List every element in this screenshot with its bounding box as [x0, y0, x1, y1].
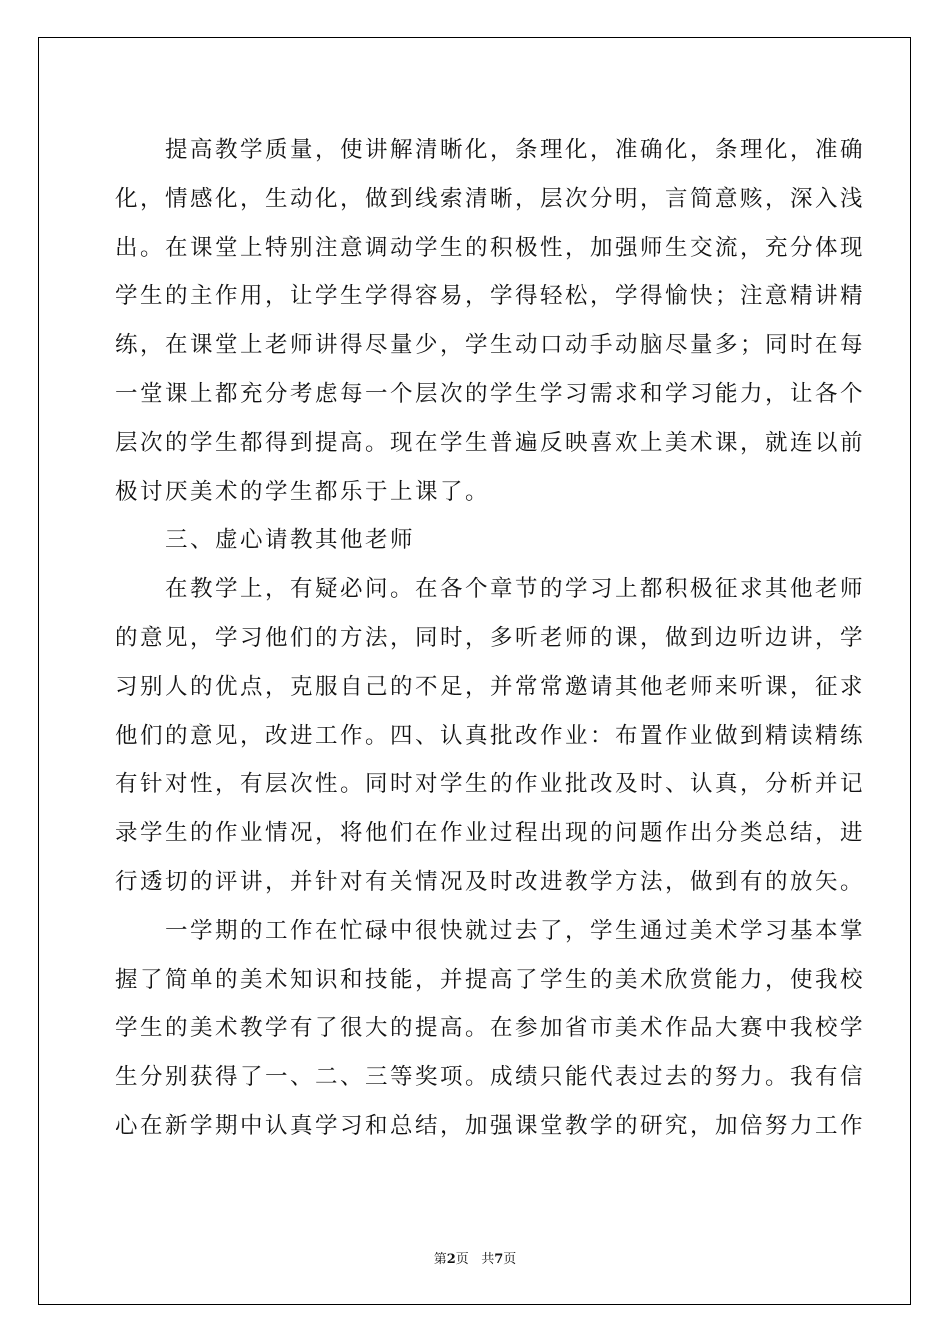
text-line: 一学期的工作在忙碌中很快就过去了，学生通过美术学习基本掌 — [165, 917, 866, 944]
text-line: 练，在课堂上老师讲得尽量少，学生动口动手动脑尽量多；同时在每 — [115, 332, 866, 359]
text-line: 生分别获得了一、二、三等奖项。成绩只能代表过去的努力。我有信 — [115, 1064, 866, 1091]
text-line: 层次的学生都得到提高。现在学生普遍反映喜欢上美术课，就连以前 — [115, 429, 866, 456]
text-line: 学生的主作用，让学生学得容易，学得轻松，学得愉快；注意精讲精 — [115, 283, 866, 310]
total-pages: 7 — [494, 1252, 504, 1267]
text-line: 有针对性，有层次性。同时对学生的作业批改及时、认真，分析并记 — [115, 771, 866, 798]
text-line: 极讨厌美术的学生都乐于上课了。 — [115, 478, 491, 505]
text-line: 录学生的作业情况，将他们在作业过程出现的问题作出分类总结，进 — [115, 820, 866, 847]
text-line: 出。在课堂上特别注意调动学生的积极性，加强师生交流，充分体现 — [115, 234, 866, 261]
page-suffix: 页 — [455, 1252, 469, 1267]
text-line: 在教学上，有疑必问。在各个章节的学习上都积极征求其他老师 — [165, 576, 866, 603]
section-heading: 三、虚心请教其他老师 — [165, 527, 416, 554]
page-prefix: 第 — [433, 1252, 447, 1267]
text-line: 的意见，学习他们的方法，同时，多听老师的课，做到边听边讲，学 — [115, 624, 866, 651]
text-line: 习别人的优点，克服自己的不足，并常常邀请其他老师来听课，征求 — [115, 673, 866, 700]
text-line: 心在新学期中认真学习和总结，加强课堂教学的研究，加倍努力工作 — [115, 1112, 866, 1139]
total-prefix: 共 — [481, 1252, 495, 1267]
text-line: 行透切的评讲，并针对有关情况及时改进教学方法，做到有的放矢。 — [115, 868, 866, 895]
text-line: 他们的意见，改进工作。四、认真批改作业：布置作业做到精读精练 — [115, 722, 866, 749]
text-line: 提高教学质量，使讲解清晰化，条理化，准确化，条理化，准确 — [165, 137, 866, 163]
total-suffix: 页 — [503, 1252, 517, 1267]
text-line: 握了简单的美术知识和技能，并提高了学生的美术欣赏能力，使我校 — [115, 966, 866, 993]
page-footer — [0, 1248, 950, 1267]
text-line: 学生的美术教学有了很大的提高。在参加省市美术作品大赛中我校学 — [115, 1015, 866, 1042]
text-line: 一堂课上都充分考虑每一个层次的学生学习需求和学习能力，让各个 — [115, 380, 866, 407]
document-body — [115, 126, 866, 1151]
page-number: 2 — [446, 1252, 456, 1267]
text-line: 化，情感化，生动化，做到线索清晰，层次分明，言简意赅，深入浅 — [115, 185, 866, 212]
